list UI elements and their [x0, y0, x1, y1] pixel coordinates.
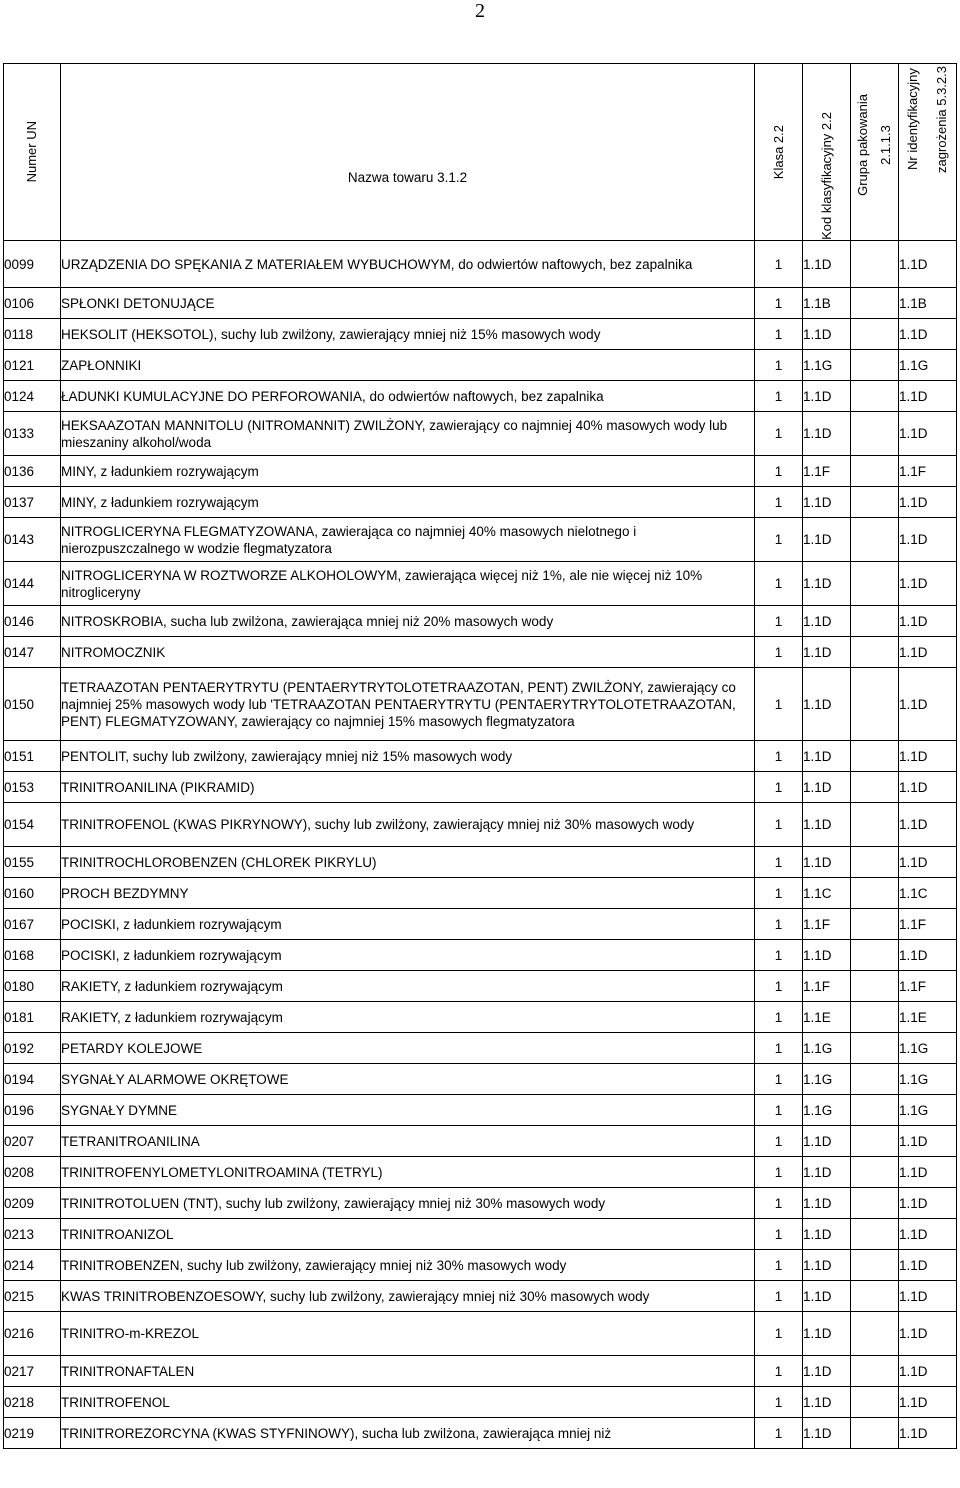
- table-row: [4, 741, 957, 772]
- class-cell: 1: [755, 1188, 803, 1219]
- class-cell: 1: [755, 1033, 803, 1064]
- goods-name-cell: TRINITROREZORCYNA (KWAS STYFNINOWY), sucha lub zwilżona, zawierająca mniej niż: [61, 1418, 755, 1449]
- goods-name-cell: TRINITROBENZEN, suchy lub zwilżony, zawierający mniej niż 30% masowych wody: [61, 1250, 755, 1281]
- goods-name-cell: PETARDY KOLEJOWE: [61, 1033, 755, 1064]
- packing-group-cell: [851, 1157, 899, 1188]
- packing-group-cell: [851, 1095, 899, 1126]
- class-cell: 1: [755, 1002, 803, 1033]
- hazard-id-cell: 1.1D: [899, 1250, 957, 1281]
- dangerous-goods-table: [3, 63, 957, 1449]
- hazard-id-cell: 1.1D: [899, 319, 957, 350]
- table-row: [4, 1387, 957, 1418]
- packing-group-cell: [851, 518, 899, 562]
- hazard-id-cell: 1.1D: [899, 606, 957, 637]
- table-row: [4, 940, 957, 971]
- hazard-id-cell: 1.1D: [899, 1219, 957, 1250]
- hazard-id-cell: 1.1F: [899, 909, 957, 940]
- packing-group-cell: [851, 940, 899, 971]
- goods-name-cell: POCISKI, z ładunkiem rozrywającym: [61, 940, 755, 971]
- class-cell: 1: [755, 668, 803, 741]
- packing-group-cell: [851, 909, 899, 940]
- class-cell: 1: [755, 1095, 803, 1126]
- classification-code-cell: 1.1D: [803, 1219, 851, 1250]
- classification-code-cell: 1.1G: [803, 1095, 851, 1126]
- hazard-id-cell: 1.1D: [899, 1188, 957, 1219]
- classification-code-cell: 1.1D: [803, 1157, 851, 1188]
- classification-code-cell: 1.1D: [803, 487, 851, 518]
- un-number-cell: 0196: [4, 1095, 61, 1126]
- table-row: [4, 562, 957, 606]
- table-row: [4, 668, 957, 741]
- un-number-cell: 0118: [4, 319, 61, 350]
- goods-name-cell: MINY, z ładunkiem rozrywającym: [61, 456, 755, 487]
- class-cell: 1: [755, 637, 803, 668]
- goods-name-cell: TETRAAZOTAN PENTAERYTRYTU (PENTAERYTRYTOLOTETRAAZOTAN, PENT) ZWILŻONY, zawierający co najmniej 25% masowych wody lub 'TETRAAZOTAN PENTAERYTRYTU (PENTAERYTRYTOLOTETRAAZOTAN, PENT) FLEGMATYZOWANY, zawierający co najmniej 15% masowych flegmatyzatora: [61, 668, 755, 741]
- goods-name-cell: KWAS TRINITROBENZOESOWY, suchy lub zwilżony, zawierający mniej niż 30% masowych wody: [61, 1281, 755, 1312]
- packing-group-cell: [851, 1250, 899, 1281]
- classification-code-cell: 1.1D: [803, 241, 851, 288]
- packing-group-cell: [851, 1418, 899, 1449]
- hazard-id-cell: 1.1D: [899, 1157, 957, 1188]
- table-row: [4, 288, 957, 319]
- table-row: [4, 1157, 957, 1188]
- packing-group-cell: [851, 1356, 899, 1387]
- un-number-cell: 0213: [4, 1219, 61, 1250]
- packing-group-cell: [851, 971, 899, 1002]
- packing-group-cell: [851, 1219, 899, 1250]
- classification-code-cell: 1.1D: [803, 518, 851, 562]
- hazard-id-cell: 1.1D: [899, 668, 957, 741]
- un-number-cell: 0099: [4, 241, 61, 288]
- goods-name-cell: PENTOLIT, suchy lub zwilżony, zawierający mniej niż 15% masowych wody: [61, 741, 755, 772]
- table-row: [4, 878, 957, 909]
- un-number-cell: 0106: [4, 288, 61, 319]
- table-row: [4, 1188, 957, 1219]
- packing-group-cell: [851, 1064, 899, 1095]
- un-number-cell: 0167: [4, 909, 61, 940]
- hazard-id-cell: 1.1D: [899, 1387, 957, 1418]
- class-cell: 1: [755, 1157, 803, 1188]
- class-cell: 1: [755, 518, 803, 562]
- header-hazard-line1: Nr identyfikacyjny: [905, 68, 921, 171]
- packing-group-cell: [851, 1387, 899, 1418]
- header-code-label: Kod klasyfikacyjny 2.2: [818, 112, 834, 240]
- table-row: [4, 1281, 957, 1312]
- goods-name-cell: ŁADUNKI KUMULACYJNE DO PERFOROWANIA, do odwiertów naftowych, bez zapalnika: [61, 381, 755, 412]
- hazard-id-cell: 1.1D: [899, 381, 957, 412]
- un-number-cell: 0180: [4, 971, 61, 1002]
- packing-group-cell: [851, 412, 899, 456]
- classification-code-cell: 1.1D: [803, 772, 851, 803]
- un-number-cell: 0219: [4, 1418, 61, 1449]
- classification-code-cell: 1.1C: [803, 878, 851, 909]
- header-un-number: [4, 64, 61, 241]
- classification-code-cell: 1.1D: [803, 803, 851, 847]
- un-number-cell: 0121: [4, 350, 61, 381]
- classification-code-cell: 1.1D: [803, 1126, 851, 1157]
- class-cell: 1: [755, 1356, 803, 1387]
- class-cell: 1: [755, 288, 803, 319]
- hazard-id-cell: 1.1D: [899, 487, 957, 518]
- goods-name-cell: HEKSOLIT (HEKSOTOL), suchy lub zwilżony, zawierający mniej niż 15% masowych wody: [61, 319, 755, 350]
- goods-name-cell: NITROGLICERYNA W ROZTWORZE ALKOHOLOWYM, zawierająca więcej niż 1%, ale nie więcej niż 10% nitrogliceryny: [61, 562, 755, 606]
- class-cell: 1: [755, 487, 803, 518]
- hazard-id-cell: 1.1F: [899, 971, 957, 1002]
- header-class-label: Klasa 2.2: [770, 124, 786, 180]
- classification-code-cell: 1.1F: [803, 909, 851, 940]
- goods-name-cell: HEKSAAZOTAN MANNITOLU (NITROMANNIT) ZWILŻONY, zawierający co najmniej 40% masowych wody lub mieszaniny alkohol/woda: [61, 412, 755, 456]
- un-number-cell: 0150: [4, 668, 61, 741]
- goods-name-cell: ZAPŁONNIKI: [61, 350, 755, 381]
- table-row: [4, 1033, 957, 1064]
- classification-code-cell: 1.1D: [803, 1387, 851, 1418]
- table-row: [4, 637, 957, 668]
- un-number-cell: 0208: [4, 1157, 61, 1188]
- packing-group-cell: [851, 241, 899, 288]
- un-number-cell: 0136: [4, 456, 61, 487]
- packing-group-cell: [851, 1281, 899, 1312]
- classification-code-cell: 1.1D: [803, 319, 851, 350]
- hazard-id-cell: 1.1D: [899, 412, 957, 456]
- classification-code-cell: 1.1F: [803, 456, 851, 487]
- table-row: [4, 1418, 957, 1449]
- hazard-id-cell: 1.1D: [899, 1281, 957, 1312]
- table-row: [4, 1356, 957, 1387]
- hazard-id-cell: 1.1D: [899, 1312, 957, 1356]
- goods-name-cell: TRINITRO-m-KREZOL: [61, 1312, 755, 1356]
- classification-code-cell: 1.1B: [803, 288, 851, 319]
- un-number-cell: 0209: [4, 1188, 61, 1219]
- classification-code-cell: 1.1G: [803, 350, 851, 381]
- class-cell: 1: [755, 971, 803, 1002]
- table-row: [4, 1312, 957, 1356]
- table-row: [4, 803, 957, 847]
- table-row: [4, 909, 957, 940]
- class-cell: 1: [755, 1219, 803, 1250]
- classification-code-cell: 1.1D: [803, 1188, 851, 1219]
- un-number-cell: 0207: [4, 1126, 61, 1157]
- goods-name-cell: MINY, z ładunkiem rozrywającym: [61, 487, 755, 518]
- hazard-id-cell: 1.1D: [899, 1356, 957, 1387]
- hazard-id-cell: 1.1D: [899, 1126, 957, 1157]
- hazard-id-cell: 1.1D: [899, 803, 957, 847]
- un-number-cell: 0218: [4, 1387, 61, 1418]
- class-cell: 1: [755, 350, 803, 381]
- hazard-id-cell: 1.1D: [899, 518, 957, 562]
- classification-code-cell: 1.1D: [803, 1356, 851, 1387]
- class-cell: 1: [755, 1126, 803, 1157]
- un-number-cell: 0181: [4, 1002, 61, 1033]
- hazard-id-cell: 1.1G: [899, 1095, 957, 1126]
- classification-code-cell: 1.1D: [803, 606, 851, 637]
- packing-group-cell: [851, 772, 899, 803]
- classification-code-cell: 1.1D: [803, 668, 851, 741]
- class-cell: 1: [755, 803, 803, 847]
- class-cell: 1: [755, 772, 803, 803]
- un-number-cell: 0146: [4, 606, 61, 637]
- goods-name-cell: NITROMOCZNIK: [61, 637, 755, 668]
- classification-code-cell: 1.1D: [803, 1250, 851, 1281]
- class-cell: 1: [755, 381, 803, 412]
- table-row: [4, 412, 957, 456]
- packing-group-cell: [851, 1126, 899, 1157]
- goods-name-cell: URZĄDZENIA DO SPĘKANIA Z MATERIAŁEM WYBUCHOWYM, do odwiertów naftowych, bez zapalnika: [61, 241, 755, 288]
- hazard-id-cell: 1.1D: [899, 741, 957, 772]
- table-row: [4, 1064, 957, 1095]
- goods-name-cell: TRINITROCHLOROBENZEN (CHLOREK PIKRYLU): [61, 847, 755, 878]
- classification-code-cell: 1.1F: [803, 971, 851, 1002]
- classification-code-cell: 1.1D: [803, 412, 851, 456]
- classification-code-cell: 1.1D: [803, 637, 851, 668]
- classification-code-cell: 1.1G: [803, 1033, 851, 1064]
- classification-code-cell: 1.1D: [803, 381, 851, 412]
- hazard-id-cell: 1.1D: [899, 847, 957, 878]
- class-cell: 1: [755, 940, 803, 971]
- hazard-id-cell: 1.1E: [899, 1002, 957, 1033]
- hazard-id-cell: 1.1D: [899, 241, 957, 288]
- packing-group-cell: [851, 606, 899, 637]
- hazard-id-cell: 1.1D: [899, 562, 957, 606]
- table-row: [4, 1002, 957, 1033]
- table-row: [4, 1126, 957, 1157]
- page-number: 2: [475, 0, 485, 22]
- packing-group-cell: [851, 668, 899, 741]
- table-body: [4, 241, 957, 1449]
- packing-group-cell: [851, 878, 899, 909]
- class-cell: 1: [755, 319, 803, 350]
- class-cell: 1: [755, 909, 803, 940]
- hazard-id-cell: 1.1D: [899, 637, 957, 668]
- table-row: [4, 456, 957, 487]
- packing-group-cell: [851, 741, 899, 772]
- un-number-cell: 0144: [4, 562, 61, 606]
- table-row: [4, 381, 957, 412]
- header-class: [755, 64, 803, 241]
- class-cell: 1: [755, 1064, 803, 1095]
- un-number-cell: 0160: [4, 878, 61, 909]
- goods-name-cell: TRINITROFENOL (KWAS PIKRYNOWY), suchy lub zwilżony, zawierający mniej niż 30% masowych wody: [61, 803, 755, 847]
- table-row: [4, 606, 957, 637]
- classification-code-cell: 1.1D: [803, 741, 851, 772]
- table-row: [4, 971, 957, 1002]
- packing-group-cell: [851, 637, 899, 668]
- goods-name-cell: SYGNAŁY ALARMOWE OKRĘTOWE: [61, 1064, 755, 1095]
- un-number-cell: 0147: [4, 637, 61, 668]
- hazard-id-cell: 1.1D: [899, 1418, 957, 1449]
- hazard-id-cell: 1.1G: [899, 350, 957, 381]
- un-number-cell: 0143: [4, 518, 61, 562]
- header-name-label: Nazwa towaru 3.1.2: [347, 169, 468, 185]
- header-classification-code: [803, 64, 851, 241]
- un-number-cell: 0151: [4, 741, 61, 772]
- hazard-id-cell: 1.1B: [899, 288, 957, 319]
- class-cell: 1: [755, 1312, 803, 1356]
- un-number-cell: 0214: [4, 1250, 61, 1281]
- class-cell: 1: [755, 1387, 803, 1418]
- classification-code-cell: 1.1E: [803, 1002, 851, 1033]
- packing-group-cell: [851, 1033, 899, 1064]
- hazard-id-cell: 1.1D: [899, 940, 957, 971]
- class-cell: 1: [755, 1250, 803, 1281]
- packing-group-cell: [851, 456, 899, 487]
- packing-group-cell: [851, 803, 899, 847]
- class-cell: 1: [755, 606, 803, 637]
- header-packing-group: [851, 64, 899, 241]
- class-cell: 1: [755, 847, 803, 878]
- goods-name-cell: NITROSKROBIA, sucha lub zwilżona, zawierająca mniej niż 20% masowych wody: [61, 606, 755, 637]
- packing-group-cell: [851, 847, 899, 878]
- un-number-cell: 0194: [4, 1064, 61, 1095]
- packing-group-cell: [851, 319, 899, 350]
- un-number-cell: 0216: [4, 1312, 61, 1356]
- packing-group-cell: [851, 562, 899, 606]
- goods-name-cell: POCISKI, z ładunkiem rozrywającym: [61, 909, 755, 940]
- packing-group-cell: [851, 1002, 899, 1033]
- hazard-id-cell: 1.1G: [899, 1064, 957, 1095]
- un-number-cell: 0192: [4, 1033, 61, 1064]
- un-number-cell: 0137: [4, 487, 61, 518]
- goods-name-cell: TRINITROTOLUEN (TNT), suchy lub zwilżony, zawierający mniej niż 30% masowych wody: [61, 1188, 755, 1219]
- goods-name-cell: TRINITROANIZOL: [61, 1219, 755, 1250]
- classification-code-cell: 1.1G: [803, 1064, 851, 1095]
- hazard-id-cell: 1.1D: [899, 772, 957, 803]
- goods-name-cell: SYGNAŁY DYMNE: [61, 1095, 755, 1126]
- hazard-id-cell: 1.1C: [899, 878, 957, 909]
- header-un-label: Numer UN: [24, 121, 39, 183]
- classification-code-cell: 1.1D: [803, 1418, 851, 1449]
- goods-name-cell: NITROGLICERYNA FLEGMATYZOWANA, zawierająca co najmniej 40% masowych nielotnego i nierozpuszczalnego w wodzie flegmatyzatora: [61, 518, 755, 562]
- hazard-id-cell: 1.1F: [899, 456, 957, 487]
- header-goods-name: [61, 64, 755, 241]
- header-hazard-id: [899, 64, 957, 241]
- table-row: [4, 350, 957, 381]
- class-cell: 1: [755, 412, 803, 456]
- classification-code-cell: 1.1D: [803, 1281, 851, 1312]
- table-row: [4, 1095, 957, 1126]
- header-packing-line1: Grupa pakowania: [854, 94, 870, 196]
- classification-code-cell: 1.1D: [803, 1312, 851, 1356]
- table-row: [4, 1219, 957, 1250]
- goods-name-cell: TRINITROFENOL: [61, 1387, 755, 1418]
- class-cell: 1: [755, 456, 803, 487]
- goods-name-cell: SPŁONKI DETONUJĄCE: [61, 288, 755, 319]
- table-row: [4, 241, 957, 288]
- class-cell: 1: [755, 562, 803, 606]
- goods-name-cell: PROCH BEZDYMNY: [61, 878, 755, 909]
- table-header-row: [4, 64, 957, 241]
- packing-group-cell: [851, 288, 899, 319]
- goods-name-cell: TRINITROFENYLOMETYLONITROAMINA (TETRYL): [61, 1157, 755, 1188]
- un-number-cell: 0168: [4, 940, 61, 971]
- packing-group-cell: [851, 381, 899, 412]
- class-cell: 1: [755, 241, 803, 288]
- classification-code-cell: 1.1D: [803, 847, 851, 878]
- packing-group-cell: [851, 1188, 899, 1219]
- classification-code-cell: 1.1D: [803, 562, 851, 606]
- table-row: [4, 1250, 957, 1281]
- un-number-cell: 0217: [4, 1356, 61, 1387]
- class-cell: 1: [755, 1418, 803, 1449]
- table-row: [4, 319, 957, 350]
- hazard-id-cell: 1.1G: [899, 1033, 957, 1064]
- table-row: [4, 487, 957, 518]
- un-number-cell: 0215: [4, 1281, 61, 1312]
- goods-name-cell: TRINITROANILINA (PIKRAMID): [61, 772, 755, 803]
- table-row: [4, 518, 957, 562]
- packing-group-cell: [851, 350, 899, 381]
- un-number-cell: 0133: [4, 412, 61, 456]
- goods-name-cell: TETRANITROANILINA: [61, 1126, 755, 1157]
- header-hazard-line2: zagrożenia 5.3.2.3: [933, 66, 949, 173]
- classification-code-cell: 1.1D: [803, 940, 851, 971]
- goods-name-cell: RAKIETY, z ładunkiem rozrywającym: [61, 1002, 755, 1033]
- table-row: [4, 847, 957, 878]
- un-number-cell: 0153: [4, 772, 61, 803]
- un-number-cell: 0124: [4, 381, 61, 412]
- packing-group-cell: [851, 487, 899, 518]
- table-row: [4, 772, 957, 803]
- class-cell: 1: [755, 741, 803, 772]
- goods-name-cell: TRINITRONAFTALEN: [61, 1356, 755, 1387]
- class-cell: 1: [755, 1281, 803, 1312]
- header-packing-line2: 2.1.1.3: [878, 125, 894, 165]
- un-number-cell: 0154: [4, 803, 61, 847]
- class-cell: 1: [755, 878, 803, 909]
- un-number-cell: 0155: [4, 847, 61, 878]
- packing-group-cell: [851, 1312, 899, 1356]
- goods-name-cell: RAKIETY, z ładunkiem rozrywającym: [61, 971, 755, 1002]
